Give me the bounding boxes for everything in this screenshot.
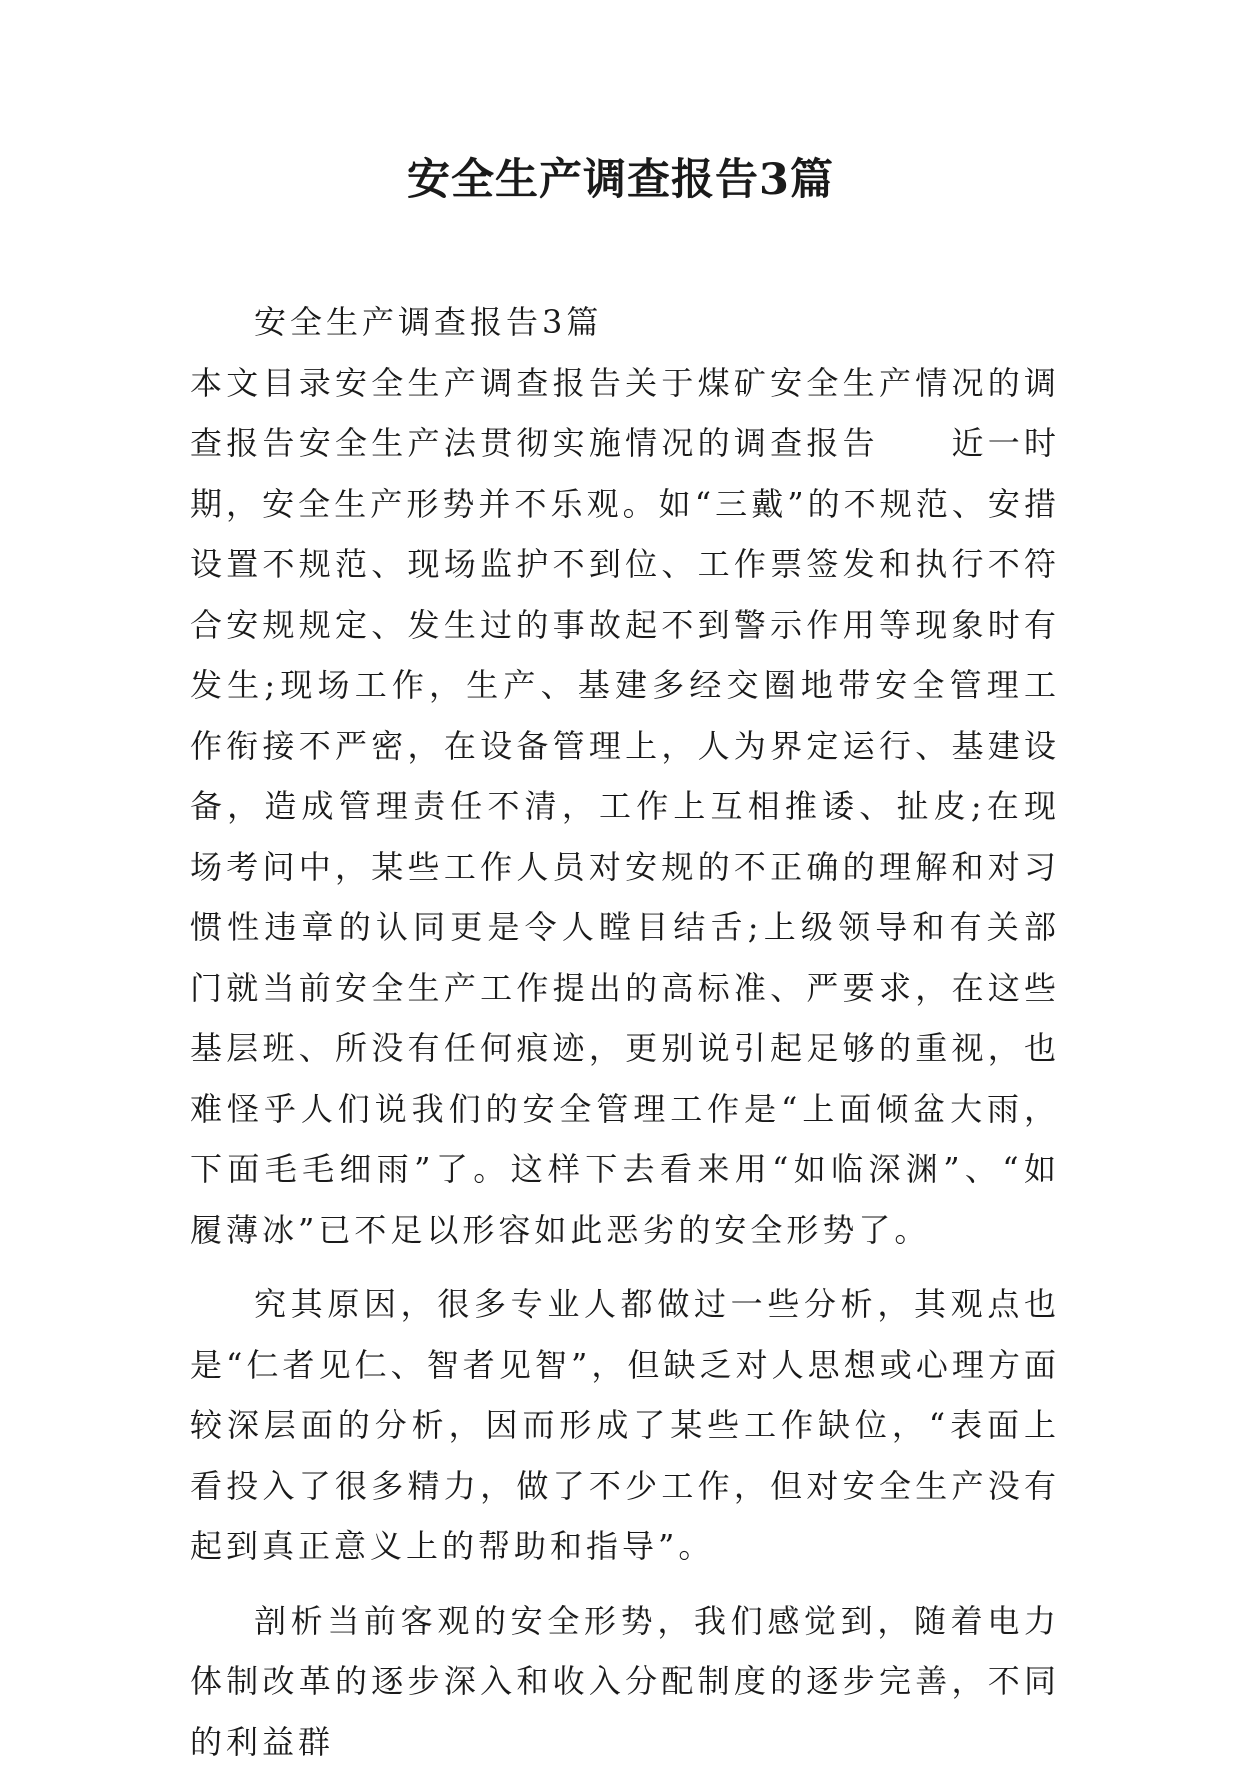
document-body [190,292,1060,1772]
document-subtitle: 安全生产调查报告3篇 [190,292,1060,353]
paragraph-3: 剖析当前客观的安全形势，我们感觉到，随着电力体制改革的逐步深入和收入分配制度的逐步完善，不同的利益群 [190,1591,1060,1772]
document-title: 安全生产调查报告3篇 [0,150,1241,210]
paragraph-2: 究其原因，很多专业人都做过一些分析，其观点也是“仁者见仁、智者见智”，但缺乏对人思想或心理方面较深层面的分析，因而形成了某些工作缺位，“表面上看投入了很多精力，做了不少工作，但对安全生产没有起到真正意义上的帮助和指导”。 [190,1274,1060,1577]
paragraph-1: 本文目录安全生产调查报告关于煤矿安全生产情况的调查报告安全生产法贯彻实施情况的调查报告 近一时期，安全生产形势并不乐观。如“三戴”的不规范、安措设置不规范、现场监护不到位、工作票签发和执行不符合安规规定、发生过的事故起不到警示作用等现象时有发生;现场工作，生产、基建多经交圈地带安全管理工作衔接不严密，在设备管理上，人为界定运行、基建设备，造成管理责任不清，工作上互相推诿、扯皮;在现场考问中，某些工作人员对安规的不正确的理解和对习惯性违章的认同更是令人瞠目结舌;上级领导和有关部门就当前安全生产工作提出的高标准、严要求，在这些基层班、所没有任何痕迹，更别说引起足够的重视，也难怪乎人们说我们的安全管理工作是“上面倾盆大雨，下面毛毛细雨”了。这样下去看来用“如临深渊”、“如履薄冰”已不足以形容如此恶劣的安全形势了。 [190,353,1060,1261]
